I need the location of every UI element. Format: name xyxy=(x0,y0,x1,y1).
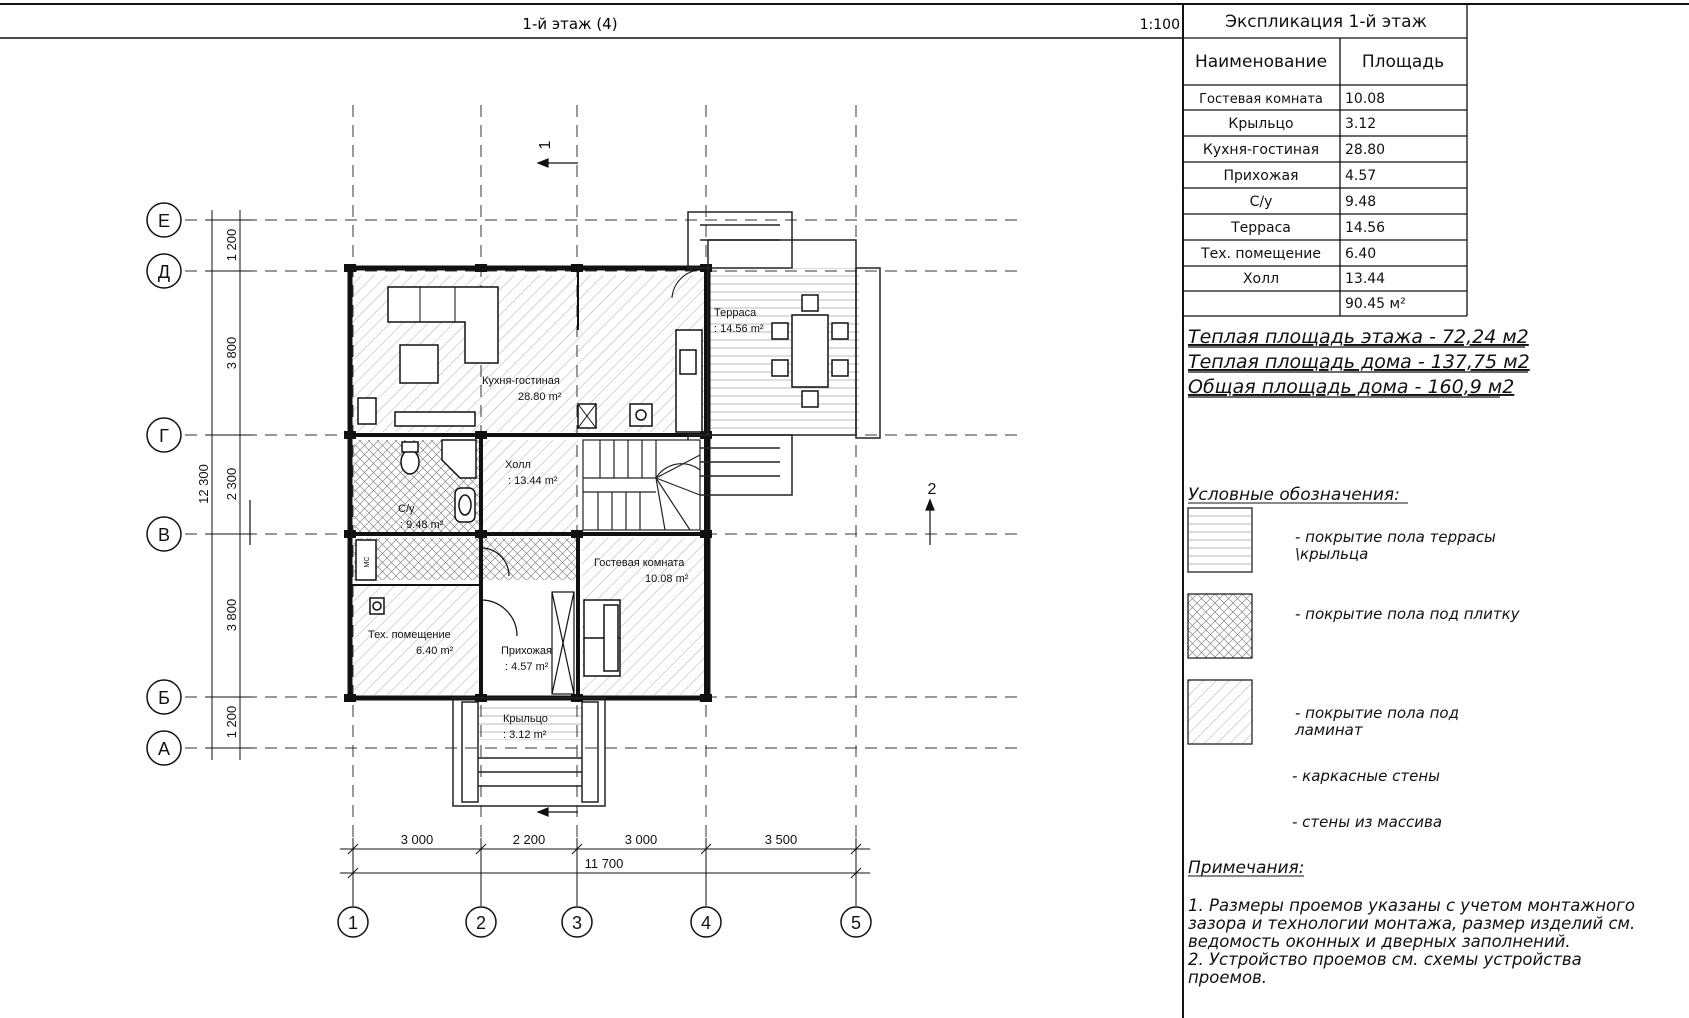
room-area-kitchen-living: 28.80 m² xyxy=(518,391,562,403)
explication-row-area: 4.57 xyxy=(1345,168,1377,184)
room-area-terrace: : 14.56 m² xyxy=(714,323,764,335)
legend-swatch-terrace xyxy=(1188,508,1252,572)
axis-bubbles-numbers xyxy=(338,907,871,937)
axis-label-v: В xyxy=(157,525,171,545)
dimension-lines-bottom xyxy=(340,838,870,906)
axis-label-a: А xyxy=(157,739,171,759)
hatch-corridor xyxy=(354,538,580,580)
floor-plan xyxy=(147,105,1020,937)
explication-row-name: Тех. помещение xyxy=(1201,246,1321,262)
dim-bottom-3: 3 000 xyxy=(624,832,658,847)
explication-row-name: Гостевая комната xyxy=(1199,92,1323,107)
guest-bed xyxy=(584,600,620,676)
explication-title: Экспликация 1-й этаж xyxy=(1225,12,1427,32)
legend-item-laminate: - покрытие пола под xyxy=(1295,704,1459,722)
legend-title: Условные обозначения: xyxy=(1188,485,1400,505)
room-area-entry: : 4.57 m² xyxy=(505,661,549,673)
axis-label-g: Г xyxy=(159,426,169,446)
legend-item-laminate-2: ламинат xyxy=(1295,721,1363,739)
hatch-terrace xyxy=(709,268,859,433)
room-name-kitchen-living: Кухня-гостиная xyxy=(482,375,560,387)
notes-title: Примечания: xyxy=(1188,858,1305,878)
explication-row-name: Кухня-гостиная xyxy=(1202,142,1320,158)
axis-label-4: 4 xyxy=(700,913,712,933)
explication-col-name: Наименование xyxy=(1194,52,1328,72)
section-mark-2: 2 xyxy=(927,481,937,498)
room-area-guest: 10.08 m² xyxy=(645,573,689,585)
sink xyxy=(680,350,696,374)
legend-item-terrace-2: \крыльца xyxy=(1295,545,1369,563)
legend-item-frame-walls: - каркасные стены xyxy=(1292,767,1440,785)
dim-left-3: 2 300 xyxy=(224,467,239,501)
explication-row-area: 3.12 xyxy=(1345,116,1377,132)
room-name-porch: Крыльцо xyxy=(503,713,548,725)
toilet xyxy=(401,450,419,474)
explication-row-area: 28.80 xyxy=(1345,142,1386,158)
summary-line-1: Теплая площадь этажа - 72,24 м2 xyxy=(1188,326,1529,348)
sheet-title: 1-й этаж (4) xyxy=(522,15,618,33)
legend-swatch-laminate xyxy=(1188,680,1252,744)
dim-left-total: 12 300 xyxy=(196,464,211,504)
legend-item-solid-walls: - стены из массива xyxy=(1292,813,1443,831)
dim-left-4: 3 800 xyxy=(224,598,239,632)
legend-item-terrace: - покрытие пола террасы xyxy=(1295,528,1496,546)
staircase xyxy=(583,440,700,530)
explication-row-name: Терраса xyxy=(1231,220,1291,236)
kitchen-counter xyxy=(676,330,702,432)
note-line-3: ведомость оконных и дверных заполнений. xyxy=(1188,932,1571,951)
axis-label-e: Е xyxy=(157,211,171,231)
sheet-frame xyxy=(0,4,1689,1018)
room-name-entry: Прихожая xyxy=(501,645,552,657)
explication-table xyxy=(1183,4,1467,316)
axis-label-3: 3 xyxy=(571,913,583,933)
dim-bottom-1: 3 000 xyxy=(400,832,434,847)
legend-item-tile: - покрытие пола под плитку xyxy=(1295,605,1520,623)
explication-row-name: С/у xyxy=(1249,194,1273,210)
room-name-terrace: Терраса xyxy=(714,307,757,319)
explication-row-area: 6.40 xyxy=(1345,246,1377,262)
summary-line-2: Теплая площадь дома - 137,75 м2 xyxy=(1188,351,1530,373)
explication-row-area: 9.48 xyxy=(1345,194,1377,210)
axis-label-5: 5 xyxy=(850,913,862,933)
explication-col-area: Площадь xyxy=(1361,52,1445,72)
room-area-bathroom: : 9.48 m² xyxy=(400,519,444,531)
note-line-5: проемов. xyxy=(1188,968,1268,987)
axis-label-2: 2 xyxy=(475,913,487,933)
room-name-guest: Гостевая комната xyxy=(594,557,685,569)
room-area-tech: 6.40 m² xyxy=(416,645,454,657)
dim-bottom-2: 2 200 xyxy=(512,832,546,847)
note-line-1: 1. Размеры проемов указаны с учетом монтажного xyxy=(1188,896,1635,915)
wc-label: МС xyxy=(364,556,371,568)
room-area-hall: : 13.44 m² xyxy=(508,475,558,487)
explication-total-area: 90.45 м² xyxy=(1345,296,1406,312)
explication-row-area: 13.44 xyxy=(1345,271,1386,287)
explication-row-name: Холл xyxy=(1242,271,1280,287)
note-line-4: 2. Устройство проемов см. схемы устройства xyxy=(1188,950,1582,969)
room-name-tech: Тех. помещение xyxy=(368,629,451,641)
explication-row-area: 14.56 xyxy=(1345,220,1386,236)
explication-row-area: 10.08 xyxy=(1345,91,1386,107)
axis-label-1: 1 xyxy=(347,913,359,933)
summary-line-3: Общая площадь дома - 160,9 м2 xyxy=(1188,376,1515,398)
explication-row-name: Крыльцо xyxy=(1228,116,1294,132)
note-line-2: зазора и технологии монтажа, размер изделий см. xyxy=(1188,914,1636,933)
coffee-table xyxy=(400,345,438,383)
axis-bubbles-letters xyxy=(147,203,181,765)
scale-label: 1:100 xyxy=(1139,17,1180,33)
dim-left-1: 1 200 xyxy=(224,228,239,262)
dim-bottom-4: 3 500 xyxy=(764,832,798,847)
room-name-hall: Холл xyxy=(505,459,531,471)
legend-swatch-tile xyxy=(1188,594,1252,658)
axis-label-d: Д xyxy=(157,262,171,282)
section-mark-1: 1 xyxy=(537,140,554,150)
room-name-bathroom: С/у xyxy=(398,503,415,515)
stove xyxy=(358,398,376,424)
axis-label-b: Б xyxy=(158,688,170,708)
room-area-porch: : 3.12 m² xyxy=(503,729,547,741)
dim-left-2: 3 800 xyxy=(224,336,239,370)
terrace-table xyxy=(792,315,828,387)
legend-swatches xyxy=(1188,508,1252,744)
dim-bottom-total: 11 700 xyxy=(584,856,624,871)
tv-unit xyxy=(395,412,475,426)
dim-left-5: 1 200 xyxy=(224,705,239,739)
explication-row-name: Прихожая xyxy=(1223,168,1299,184)
